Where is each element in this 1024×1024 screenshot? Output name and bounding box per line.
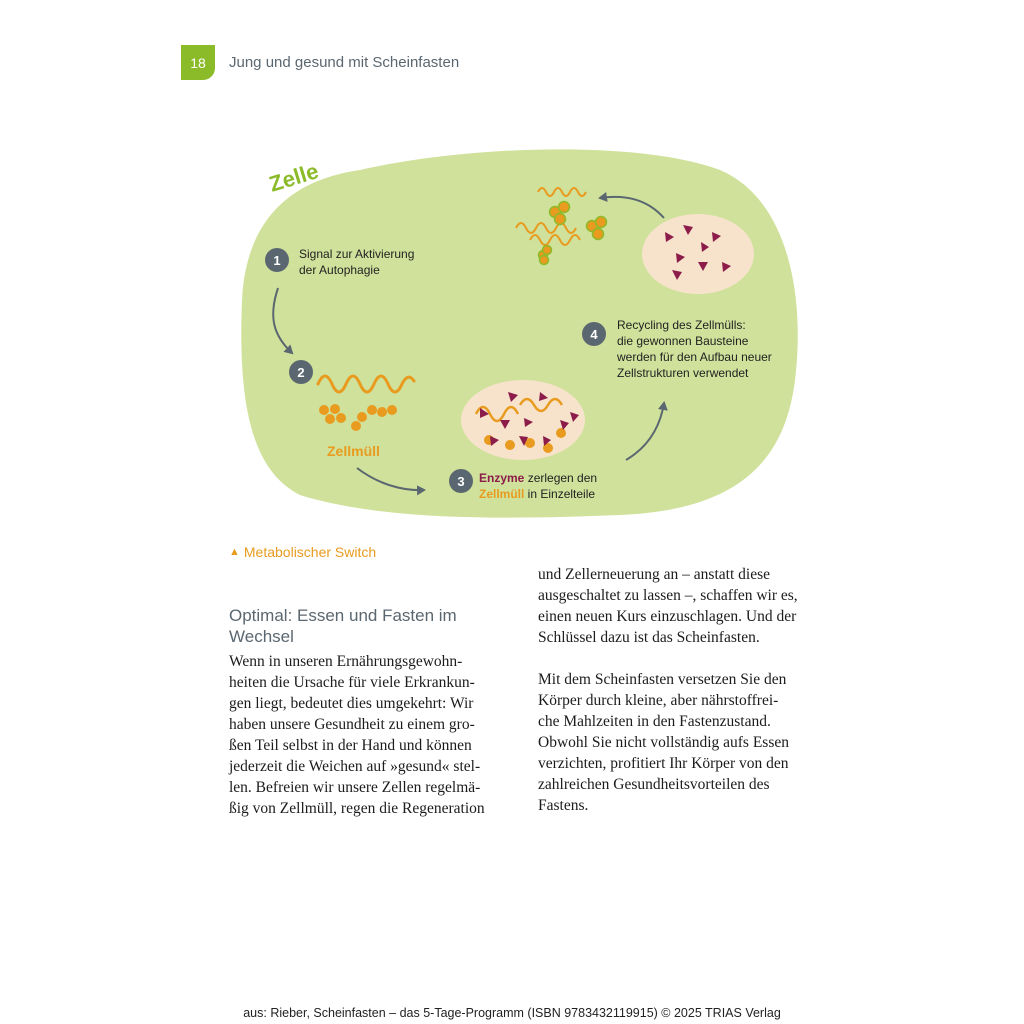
step-1-line-1: Signal zur Aktivierung: [299, 247, 415, 261]
left-paragraph: Wenn in unseren Ernährungsgewohn- heiten die Ursache für viele Erkrankun- gen liegt, bedeutet dies umgekehrt: Wir haben unsere Gesundheit zu einem gro- ßen Teil selbst in der Hand und können jederzeit die Weichen auf »gesund« stel- len. Befreien wir unsere Zellen regelmä- ßig von Zellmüll, regen die Regeneration: [229, 653, 485, 817]
step-2-label: Zellmüll: [327, 443, 380, 459]
enzyme-word: Enzyme: [479, 471, 525, 485]
right-paragraph-2: Mit dem Scheinfasten versetzen Sie den Körper durch kleine, aber nährstoffrei- che Mahlzeiten in den Fastenzustand. Obwohl Sie nicht vollständig aufs Essen verzichten, profitiert Ihr Körper von den zahlreichen Gesundheitsvorteilen des Fastens.: [538, 671, 789, 814]
double-chevron-up-icon: ▲: [229, 546, 240, 558]
step-4-line-4: Zellstrukturen verwendet: [617, 366, 749, 380]
section-title: Optimal: Essen und Fasten im Wechsel: [229, 606, 457, 646]
article-left-column: [229, 605, 509, 819]
enzyme-vesicle: [642, 214, 754, 294]
page-number: 18: [181, 45, 215, 80]
step-3-line-1: [479, 471, 597, 485]
step-1-line-2: der Autophagie: [299, 263, 380, 277]
hint-text: Metabolischer Switch: [243, 544, 377, 560]
waste-word: Zellmüll: [479, 487, 525, 501]
step-3-line-2: [479, 487, 595, 501]
step-4-number: 4: [590, 327, 598, 342]
step-3-number: 3: [457, 474, 465, 489]
info-hint: [229, 544, 376, 560]
right-paragraph-1: und Zellerneuerung an – anstatt diese ausgeschaltet zu lassen –, schaffen wir es, einen neuen Kurs einzuschlagen. Und der Schlüssel dazu ist das Scheinfasten.: [538, 566, 798, 646]
step-2-number: 2: [297, 365, 305, 380]
step-3-line-1-rest: zerlegen den: [524, 471, 598, 485]
step-1-number: 1: [273, 253, 281, 268]
cell-label: Zelle: [266, 158, 322, 197]
article-right-column: [538, 564, 828, 816]
step-3-vesicle: [461, 380, 585, 460]
source-footer: aus: Rieber, Scheinfasten – das 5-Tage-Programm (ISBN 9783432119915) © 2025 TRIAS Verlag: [243, 1006, 781, 1020]
running-title: Jung und gesund mit Scheinfasten: [229, 54, 460, 71]
step-4-line-1: Recycling des Zellmülls:: [617, 318, 746, 332]
step-3-line-2-rest: in Einzelteile: [524, 487, 596, 501]
step-4-line-3: werden für den Aufbau neuer: [617, 350, 772, 364]
step-4-line-2: die gewonnen Bausteine: [617, 334, 749, 348]
